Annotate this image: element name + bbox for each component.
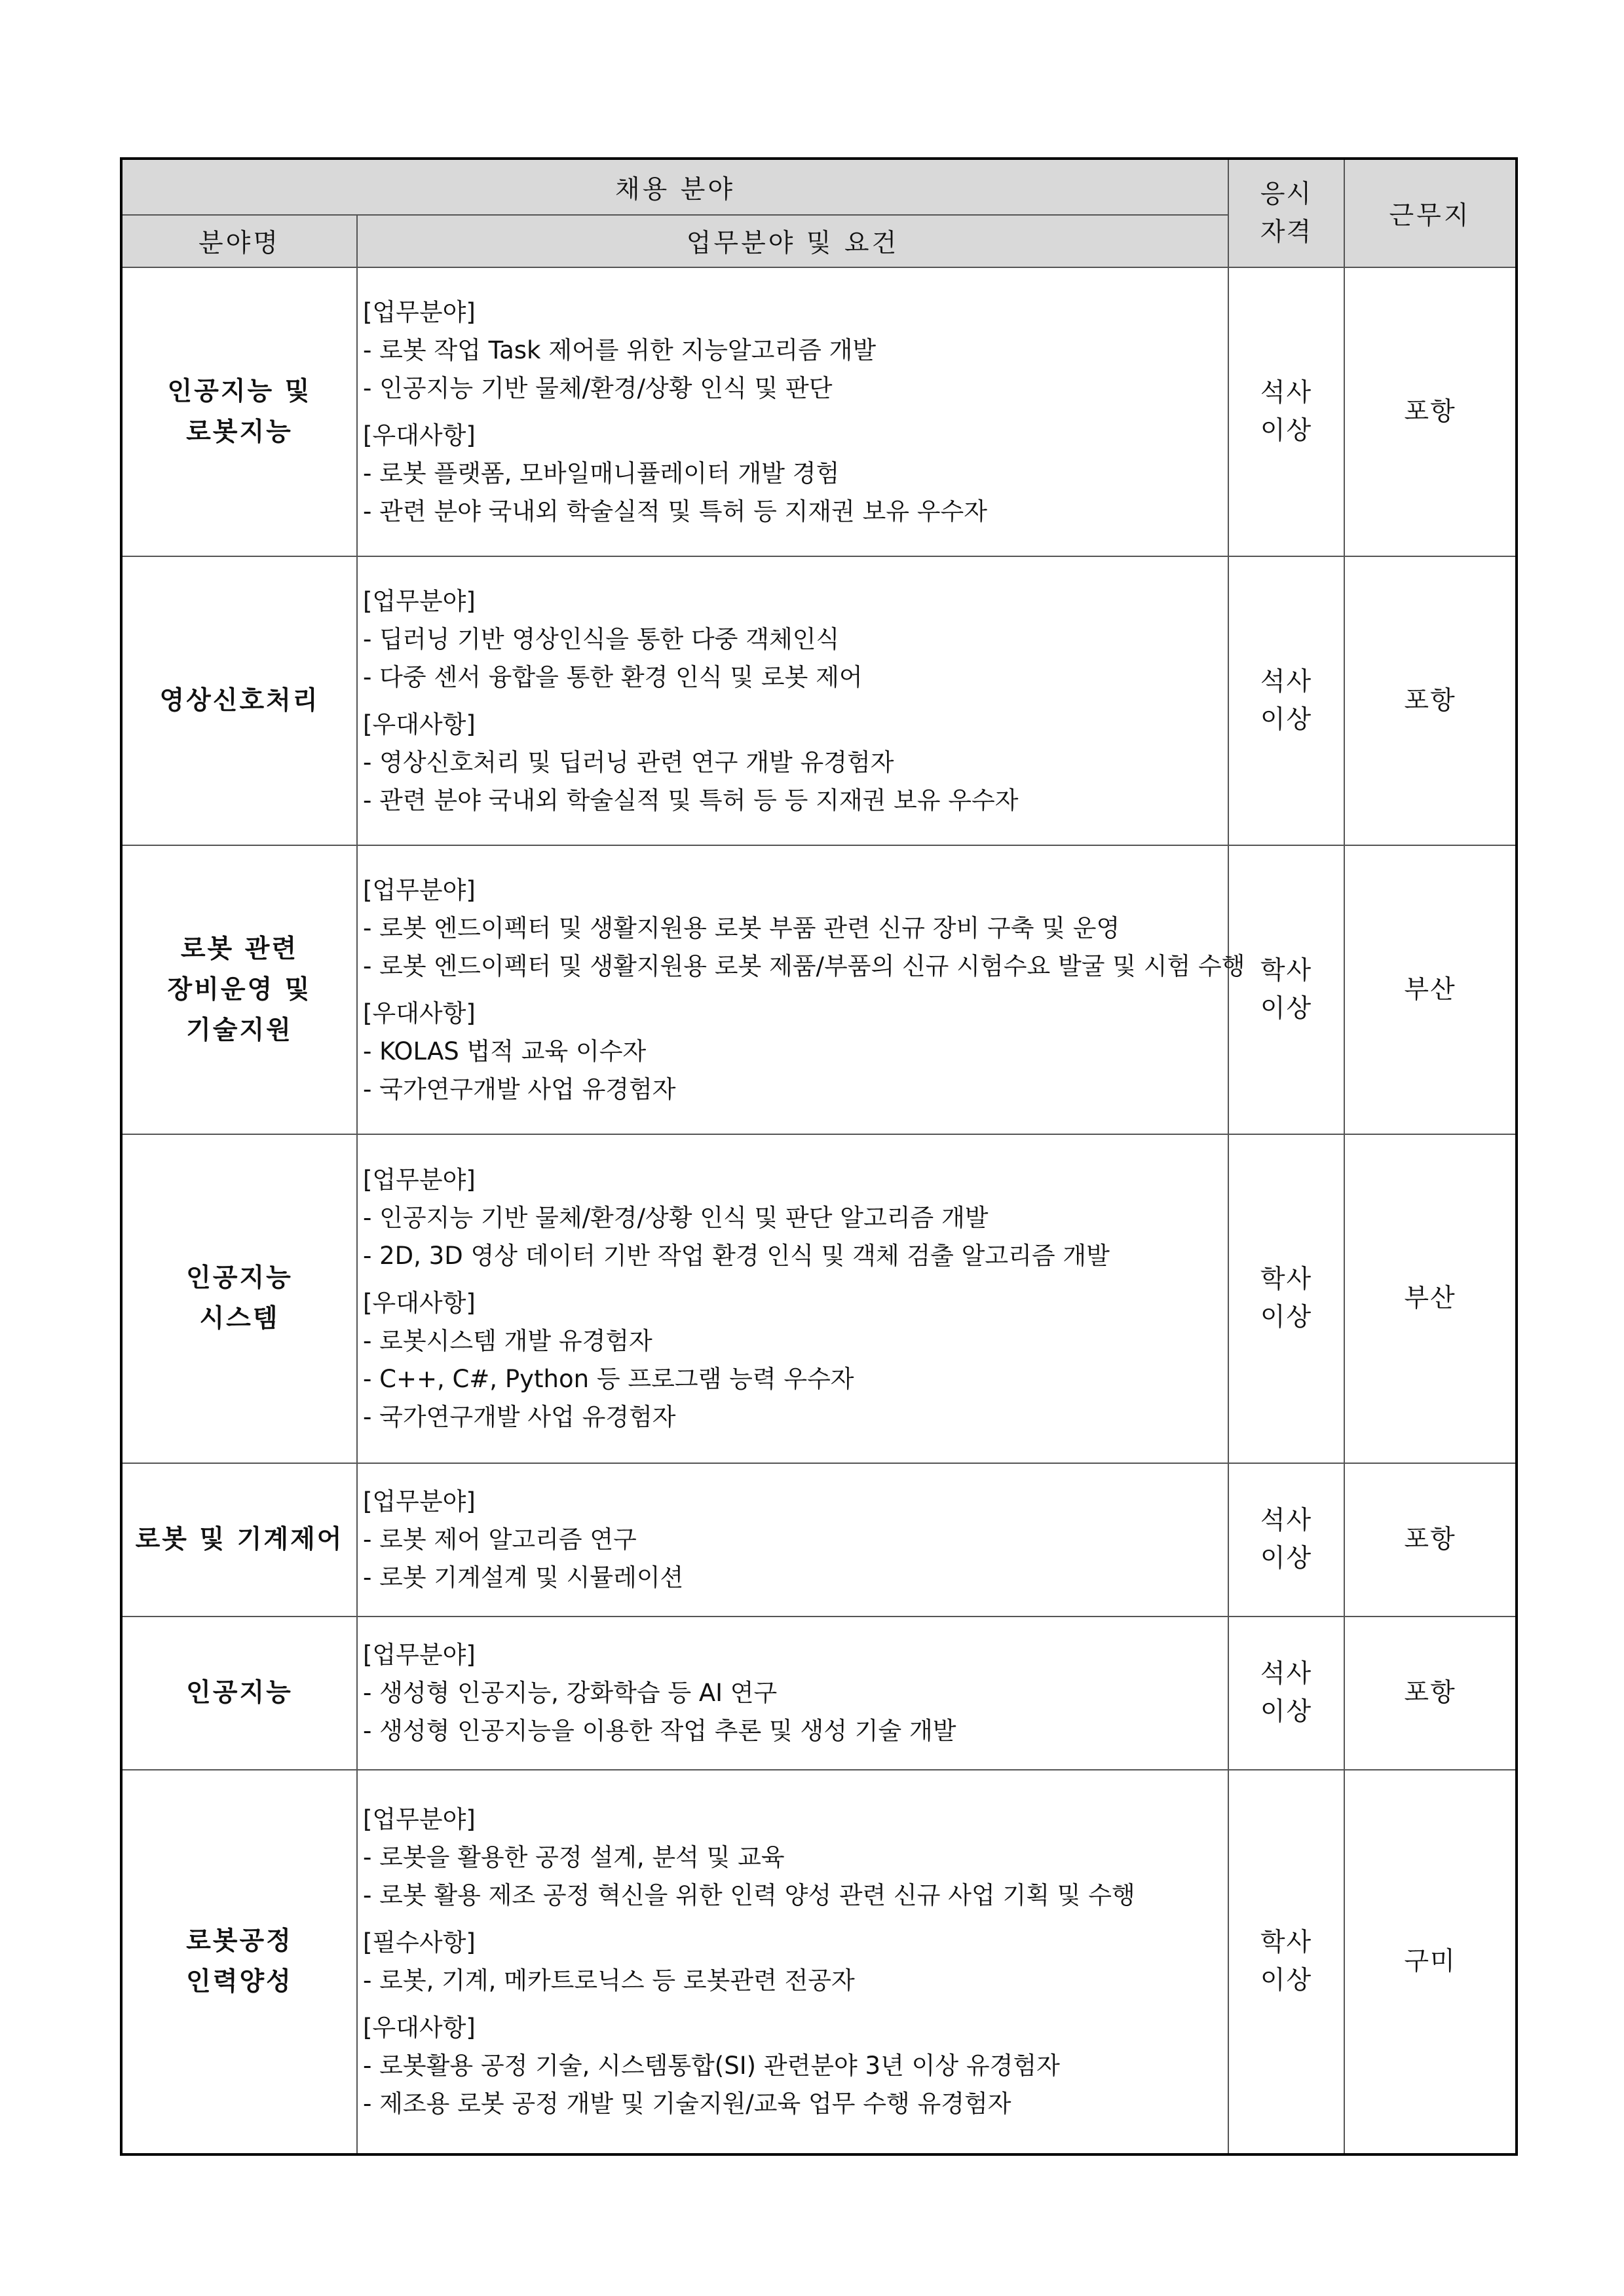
section-item: - 로봇 활용 제조 공정 혁신을 위한 인력 양성 관련 신규 사업 기획 및 수행	[363, 1881, 1135, 1909]
duties-section	[363, 871, 1245, 985]
col-header-field: 분야명	[121, 215, 357, 267]
location-cell: 부산	[1344, 845, 1517, 1134]
section-item: - 로봇 플랫폼, 모바일매니퓰레이터 개발 경험	[363, 459, 840, 488]
section-heading: [업무분야]	[363, 1487, 476, 1516]
section-item: - 딥러닝 기반 영상인식을 통한 다중 객체인식	[363, 624, 840, 653]
field-name-cell	[121, 845, 357, 1134]
table-row	[121, 1463, 1517, 1617]
qualification-line: 이상	[1260, 993, 1313, 1024]
field-name-line: 인공지능	[186, 1678, 293, 1708]
table-row	[121, 1770, 1517, 2154]
qualification-line: 학사	[1260, 1928, 1313, 1957]
duties-section	[363, 417, 1228, 531]
qualification-cell	[1228, 1463, 1344, 1617]
section-heading: [업무분야]	[363, 1805, 476, 1833]
qualification-line: 석사	[1260, 1506, 1313, 1535]
table-row	[121, 1134, 1517, 1463]
col-header-location: 근무지	[1344, 159, 1517, 267]
duties-cell	[357, 267, 1228, 556]
qualification-cell	[1228, 1770, 1344, 2154]
table-row	[121, 1617, 1517, 1770]
duties-section	[363, 2009, 1228, 2123]
field-name-cell	[121, 267, 357, 556]
duties-section	[363, 1161, 1228, 1275]
duties-section	[363, 294, 1228, 408]
field-name-cell	[121, 1617, 357, 1770]
section-item: - 로봇 엔드이펙터 및 생활지원용 로봇 부품 관련 신규 장비 구축 및 운영	[363, 913, 1120, 942]
section-item: - 국가연구개발 사업 유경험자	[363, 1403, 676, 1431]
field-name-line: 인공지능	[186, 1263, 293, 1293]
recruitment-table	[120, 157, 1518, 2156]
col-header-qual-text: 응시 자격	[1260, 179, 1313, 247]
field-name-line: 로봇 및 기계제어	[135, 1525, 344, 1554]
field-name-line: 영상신호처리	[159, 685, 320, 716]
field-name-line: 로봇지능	[186, 417, 293, 447]
section-item: - 로봇 제어 알고리즘 연구	[363, 1525, 637, 1554]
section-item: - 관련 분야 국내외 학술실적 및 특허 등 지재권 보유 우수자	[363, 497, 988, 526]
section-item: - 국가연구개발 사업 유경험자	[363, 1075, 676, 1103]
qualification-line: 석사	[1260, 1659, 1313, 1689]
qualification-line: 이상	[1260, 1544, 1313, 1573]
section-item: - 로봇활용 공정 기술, 시스템통합(SI) 관련분야 3년 이상 유경험자	[363, 2052, 1060, 2080]
qualification-line: 이상	[1260, 415, 1313, 446]
duties-cell	[357, 1770, 1228, 2154]
location-cell: 포항	[1344, 1463, 1517, 1617]
section-item: - C++, C#, Python 등 프로그램 능력 우수자	[363, 1365, 854, 1393]
qualification-cell	[1228, 1134, 1344, 1463]
section-heading: [업무분야]	[363, 1166, 476, 1194]
section-item: - 로봇시스템 개발 유경험자	[363, 1327, 652, 1355]
col-header-qualification	[1228, 159, 1344, 267]
field-name-line: 인공지능 및	[167, 376, 312, 406]
field-name-line: 로봇 관련	[180, 934, 299, 964]
section-item: - 다중 센서 융합을 통한 환경 인식 및 로봇 제어	[363, 662, 863, 691]
duties-cell	[357, 556, 1228, 845]
section-heading: [우대사항]	[363, 710, 476, 738]
section-heading: [우대사항]	[363, 1289, 476, 1317]
duties-cell	[357, 1617, 1228, 1770]
location-cell: 포항	[1344, 1617, 1517, 1770]
location-cell: 포항	[1344, 267, 1517, 556]
field-name-line: 기술지원	[186, 1015, 293, 1045]
section-heading: [업무분야]	[363, 875, 476, 904]
section-item: - 인공지능 기반 물체/환경/상황 인식 및 판단	[363, 373, 833, 402]
duties-cell	[357, 845, 1245, 1134]
section-item: - KOLAS 법적 교육 이수자	[363, 1037, 647, 1065]
qualification-line: 이상	[1260, 704, 1313, 735]
section-heading: [우대사항]	[363, 2014, 476, 2042]
duties-section	[363, 1801, 1228, 1915]
section-item: - 관련 분야 국내외 학술실적 및 특허 등 등 지재권 보유 우수자	[363, 786, 1019, 814]
field-name-line: 장비운영 및	[167, 974, 312, 1004]
table-row	[121, 556, 1517, 845]
duties-section	[363, 1924, 1228, 2000]
duties-section	[363, 1636, 1228, 1750]
duties-section	[363, 583, 1228, 697]
qualification-line: 학사	[1260, 955, 1313, 985]
qualification-line: 석사	[1260, 377, 1313, 408]
section-item: - 로봇을 활용한 공정 설계, 분석 및 교육	[363, 1843, 785, 1871]
field-name-cell	[121, 556, 357, 845]
duties-cell	[357, 1134, 1228, 1463]
section-heading: [우대사항]	[363, 999, 476, 1027]
section-item: - 제조용 로봇 공정 개발 및 기술지원/교육 업무 수행 유경험자	[363, 2090, 1011, 2118]
qualification-cell	[1228, 556, 1344, 845]
qualification-cell	[1228, 267, 1344, 556]
duties-section	[363, 995, 1228, 1109]
duties-section	[363, 1284, 1228, 1436]
section-heading: [업무분야]	[363, 586, 476, 615]
section-item: - 2D, 3D 영상 데이터 기반 작업 환경 인식 및 객체 검출 알고리즘 개발	[363, 1242, 1110, 1270]
qualification-line: 석사	[1260, 666, 1313, 697]
section-item: - 로봇 작업 Task 제어를 위한 지능알고리즘 개발	[363, 335, 877, 364]
section-item: - 생성형 인공지능을 이용한 작업 추론 및 생성 기술 개발	[363, 1717, 956, 1745]
field-name-line: 인력양성	[186, 1967, 293, 1997]
duties-cell	[357, 1463, 1228, 1617]
location-cell: 구미	[1344, 1770, 1517, 2154]
duties-section	[363, 1483, 1228, 1597]
section-item: - 로봇, 기계, 메카트로닉스 등 로봇관련 전공자	[363, 1966, 855, 1995]
qualification-cell	[1228, 1617, 1344, 1770]
section-heading: [업무분야]	[363, 1641, 476, 1669]
qualification-line: 이상	[1260, 1966, 1313, 1995]
section-heading: [업무분야]	[363, 297, 476, 326]
field-name-cell	[121, 1463, 357, 1617]
duties-section	[363, 706, 1228, 820]
table-row	[121, 845, 1517, 1134]
section-item: - 로봇 엔드이펙터 및 생활지원용 로봇 제품/부품의 신규 시험수요 발굴 및 시험 수행	[363, 951, 1245, 980]
qualification-line: 학사	[1260, 1265, 1313, 1294]
field-name-cell	[121, 1770, 357, 2154]
qualification-line: 이상	[1260, 1697, 1313, 1727]
table-row	[121, 267, 1517, 556]
section-item: - 영상신호처리 및 딥러닝 관련 연구 개발 유경험자	[363, 748, 894, 776]
table-title: 채용 분야	[121, 159, 1228, 215]
section-heading: [필수사항]	[363, 1928, 476, 1957]
qualification-line: 이상	[1260, 1303, 1313, 1332]
location-cell: 부산	[1344, 1134, 1517, 1463]
section-item: - 인공지능 기반 물체/환경/상황 인식 및 판단 알고리즘 개발	[363, 1204, 989, 1232]
col-header-duties: 업무분야 및 요건	[357, 215, 1228, 267]
field-name-line: 로봇공정	[186, 1926, 293, 1956]
qualification-cell	[1228, 845, 1344, 1134]
field-name-cell	[121, 1134, 357, 1463]
location-cell: 포항	[1344, 556, 1517, 845]
field-name-line: 시스템	[199, 1304, 280, 1333]
section-item: - 생성형 인공지능, 강화학습 등 AI 연구	[363, 1679, 778, 1707]
section-heading: [우대사항]	[363, 421, 476, 450]
section-item: - 로봇 기계설계 및 시뮬레이션	[363, 1563, 684, 1592]
